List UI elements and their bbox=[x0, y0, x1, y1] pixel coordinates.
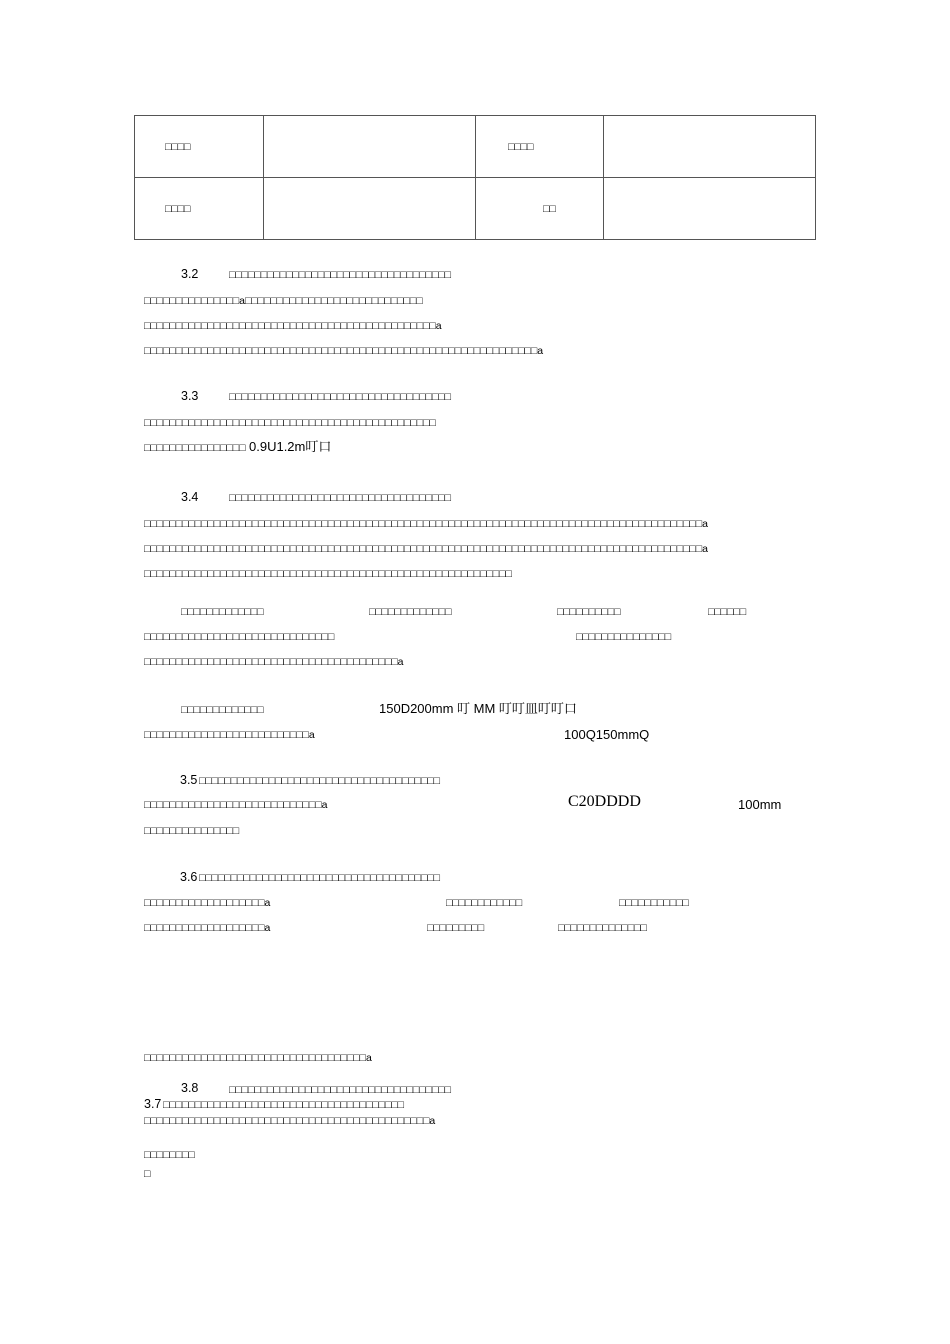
paragraph-line: □□□□□□□□□□□□□□□□□□□□□□□□□□□□□□□□□□□a bbox=[144, 1052, 372, 1064]
paragraph-line: □□□□□□□□□□□□□□□□□□□a bbox=[144, 922, 271, 934]
paragraph-line: □□□□□□□□□□□□□□□a□□□□□□□□□□□□□□□□□□□□□□□□□□□□ bbox=[144, 295, 423, 307]
paragraph-line: □□□□□□□□□□□□□□□□□□□a bbox=[144, 897, 271, 909]
paragraph-line: □□□□□□□□□ bbox=[427, 922, 485, 934]
paragraph-line: □□□□□□□□□□□□□□□□□□□□□□□□□□□□□□□□□□□□□□□□□□□□□□□□□□□□□□□□□□□□□□a bbox=[144, 345, 544, 357]
table-cell-value bbox=[264, 178, 476, 240]
paragraph-line: □□□□□□□□□□□□□□□□□□□□□□□□□□□□□□□□□□□□□□□□□□□□□□□□□□□□□□□□□□ bbox=[144, 568, 512, 580]
dimension-text: 100Q150mmQ bbox=[564, 727, 650, 742]
paragraph-line: □□□□□□□□□□□□□□□□□□□□□□□□□□□□□□□□□□□□□□□□□□□□□□□□□□□□□□□□□□□□□□□□□□□□□□□□□□□□□□□□□□□□□□□□a bbox=[144, 543, 708, 555]
paragraph-line: □□□□□□□□□□□□□□ bbox=[558, 922, 647, 934]
section-number: 3.5 bbox=[180, 773, 198, 787]
paragraph-line: □□□□□□□□□□□□□□□□□□□□□□□□□□□□□□□□□□□ bbox=[229, 391, 451, 403]
paragraph-line: □□□□□□□□□□□□□□□□□□□□□□□□□□□□□□□□□□□ bbox=[229, 492, 451, 504]
section-number: 3.8 bbox=[181, 1081, 199, 1095]
paragraph-line: □□□□□□□□□□□□ bbox=[446, 897, 523, 909]
paragraph-line: □□□□□□□□□□□□□□□□□□□□□□□□□□□□□□□□□□□□□□□□□□□□□□a bbox=[144, 320, 442, 332]
dimension-text: 150D200mm 叮 MM 叮叮皿叮叮口 bbox=[379, 701, 577, 716]
paragraph-line: □□□□□□□□□□□□□□□□□□□□□□□□□□□□□□□□□□□□□□ bbox=[199, 872, 440, 884]
dimension-text: 0.9U1.2m叮口 bbox=[249, 439, 332, 454]
table-cell-value bbox=[604, 116, 816, 178]
paragraph-line: □□□□□□ bbox=[708, 606, 747, 618]
paragraph-line: □□□□□□□□□□□□□□□□□□□□□□□□□□□□□□□□□□□□□□ bbox=[163, 1099, 404, 1111]
paragraph-line: □□□□□□□□□□□□□□□□□□□□□□□□□□□□□□□□□□□ bbox=[229, 269, 451, 281]
table-row bbox=[135, 116, 816, 178]
paragraph-line: □□□□□□□□□□□□□□□□□□□□□□□□□□□□□□□□□□□□□□□□a bbox=[144, 656, 404, 668]
paragraph-line: □□□□□□□□□□□□□ bbox=[181, 606, 264, 618]
paragraph-line: □□□□□□□□□□□□□□□□□□□□□□□□□□a bbox=[144, 729, 315, 741]
paragraph-line: □□□□□□□□□□□□□□□□ bbox=[144, 442, 246, 454]
table-cell-label: □□□□ bbox=[476, 116, 604, 178]
table-cell-label: □□ bbox=[476, 178, 604, 240]
paragraph-line: □□□□□□□□□□□□□□□□□□□□□□□□□□□□□□□□□□□□□□□□□□□□□a bbox=[144, 1115, 436, 1127]
section-number: 3.4 bbox=[181, 490, 199, 504]
table-row bbox=[135, 178, 816, 240]
paragraph-line: □□□□□□□□□□□□□□□□□□□□□□□□□□□□□□ bbox=[144, 631, 335, 643]
paragraph-line: □□□□□□□□□□□□□ bbox=[181, 704, 264, 716]
section-number: 3.2 bbox=[181, 267, 199, 281]
table-cell-value bbox=[604, 178, 816, 240]
paragraph-line: □□□□□□□□□□□□□□□□□□□□□□□□□□□□□□□□□□□□□□□□□□□□□□ bbox=[144, 417, 436, 429]
info-table bbox=[134, 115, 816, 240]
paragraph-line: □□□□□□□□□□□□□ bbox=[369, 606, 452, 618]
concrete-grade-text: C20DDDD bbox=[568, 793, 641, 810]
paragraph-line: □□□□□□□□□□□□□□□ bbox=[576, 631, 672, 643]
paragraph-line: □ bbox=[144, 1168, 151, 1180]
section-number: 3.7 bbox=[144, 1097, 162, 1111]
table-cell-value bbox=[264, 116, 476, 178]
paragraph-line: □□□□□□□□□□□□□□□□□□□□□□□□□□□□a bbox=[144, 799, 328, 811]
paragraph-line: □□□□□□□□□□□□□□□□□□□□□□□□□□□□□□□□□□□□□□ bbox=[199, 775, 440, 787]
paragraph-line: □□□□□□□□ bbox=[144, 1149, 195, 1161]
paragraph-line: □□□□□□□□□□□ bbox=[619, 897, 689, 909]
table-cell-label: □□□□ bbox=[135, 178, 264, 240]
paragraph-line: □□□□□□□□□□□□□□□□□□□□□□□□□□□□□□□□□□□ bbox=[229, 1084, 451, 1096]
table-cell-label: □□□□ bbox=[135, 116, 264, 178]
paragraph-line: □□□□□□□□□□□□□□□□□□□□□□□□□□□□□□□□□□□□□□□□□□□□□□□□□□□□□□□□□□□□□□□□□□□□□□□□□□□□□□□□□□□□□□□□a bbox=[144, 518, 708, 530]
section-number: 3.6 bbox=[180, 870, 198, 884]
section-number: 3.3 bbox=[181, 389, 199, 403]
dimension-text: 100mm bbox=[738, 797, 782, 812]
paragraph-line: □□□□□□□□□□ bbox=[557, 606, 621, 618]
paragraph-line: □□□□□□□□□□□□□□□ bbox=[144, 825, 240, 837]
